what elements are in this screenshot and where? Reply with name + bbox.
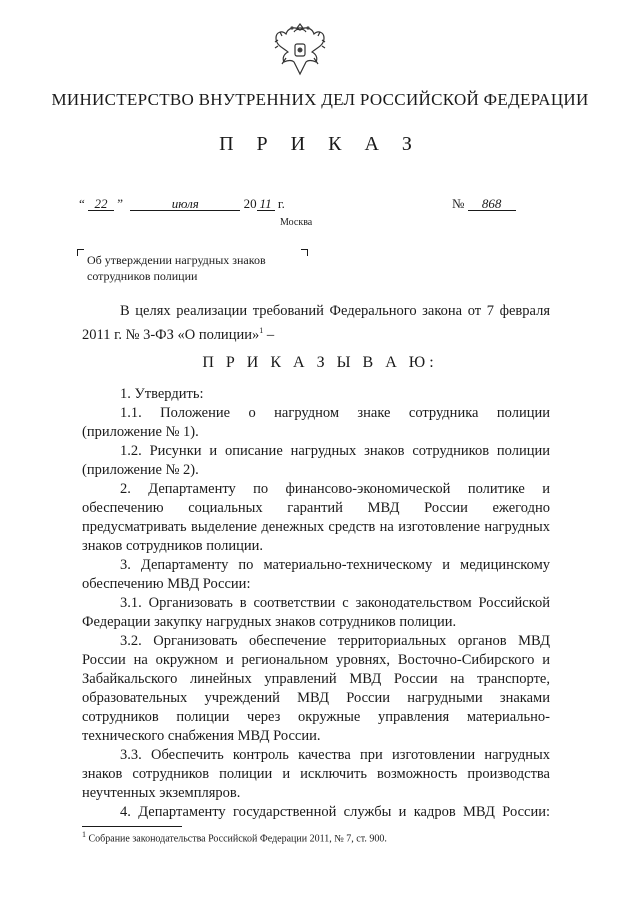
preamble-dash: –: [263, 326, 275, 343]
quote-close: ”: [117, 196, 124, 211]
body-line: 2. Департаменту по финансово-экономической политике и: [120, 481, 550, 497]
body-line: 4. Департаменту государственной службы и кадров МВД России:: [120, 804, 550, 820]
preamble-line-2: [82, 321, 274, 345]
date-month: июля: [130, 197, 240, 211]
city: Москва: [280, 217, 313, 228]
coat-of-arms-emblem: [268, 18, 332, 82]
body-line: 1.2. Рисунки и описание нагрудных знаков сотрудников полиции: [120, 443, 550, 459]
footnote: [82, 830, 387, 844]
body-line: технического снабжения МВД России.: [82, 728, 321, 744]
body-line: неучтенных экземпляров.: [82, 785, 241, 801]
date-line: [79, 196, 285, 212]
year-suffix: 11: [257, 197, 275, 211]
body-line: России на окружном и региональном уровнях, Восточно-Сибирского и: [82, 652, 550, 668]
body-line: 3.3. Обеспечить контроль качества при изготовлении нагрудных: [120, 747, 550, 763]
body-line: сотрудников полиции через окружные управления материально-: [82, 709, 550, 725]
order-number: [452, 196, 516, 212]
ministry-title: МИНИСТЕРСТВО ВНУТРЕННИХ ДЕЛ РОССИЙСКОЙ ФЕДЕРАЦИИ: [51, 90, 589, 109]
footnote-number: 1: [82, 830, 86, 839]
footnote-text: Собрание законодательства Российской Федерации 2011, № 7, ст. 900.: [86, 833, 387, 845]
footnote-mark: 1: [259, 326, 264, 335]
preamble-law: 2011 г. № 3-ФЗ «О полиции»: [82, 326, 260, 343]
body-line: знаков сотрудников полиции.: [82, 538, 264, 554]
subject-line-2: сотрудников полиции: [87, 269, 198, 283]
year-prefix: 20: [243, 196, 257, 211]
footnote-rule: [82, 826, 182, 827]
number-value: 868: [468, 197, 516, 211]
number-label: №: [452, 196, 465, 211]
body-line: 3.2. Организовать обеспечение территориальных органов МВД: [120, 633, 550, 649]
order-word: П Р И К А З Ы В А Ю:: [202, 354, 438, 371]
body-line: 1.1. Положение о нагрудном знаке сотрудника полиции: [120, 405, 550, 421]
body-line: знаков сотрудников полиции и исключить возможность производства: [82, 766, 550, 782]
body-line: Федерации закупку нагрудных знаков сотрудников полиции.: [82, 614, 457, 630]
body-line: обеспечению социальных гарантий МВД России ежегодно: [82, 500, 550, 516]
body-line: (приложение № 1).: [82, 424, 199, 440]
body-line: 3.1. Организовать в соответствии с законодательством Российской: [120, 595, 550, 611]
quote-open: “: [79, 196, 85, 211]
document-type: П Р И К А З: [219, 133, 421, 155]
body-line: (приложение № 2).: [82, 462, 199, 478]
body-line: 1. Утвердить:: [120, 386, 204, 402]
body-line: предусматривать выделение денежных средств на изготовление нагрудных: [82, 519, 550, 535]
body-line: обеспечению МВД России:: [82, 576, 251, 592]
body-line: Забайкальского линейных управлений МВД России на транспорте,: [82, 671, 550, 687]
year-unit: г.: [277, 196, 285, 211]
subject-line-1: Об утверждении нагрудных знаков: [87, 253, 266, 267]
body-line: 3. Департаменту по материально-техническому и медицинскому: [120, 557, 550, 573]
date-day: 22: [88, 197, 114, 211]
subject-bracket-right: [301, 249, 308, 256]
body-line: образовательных учреждений МВД России нагрудными знаками: [82, 690, 550, 706]
preamble-line-1: В целях реализации требований Федерального закона от 7 февраля: [120, 303, 550, 319]
subject-bracket-left: [77, 249, 84, 256]
